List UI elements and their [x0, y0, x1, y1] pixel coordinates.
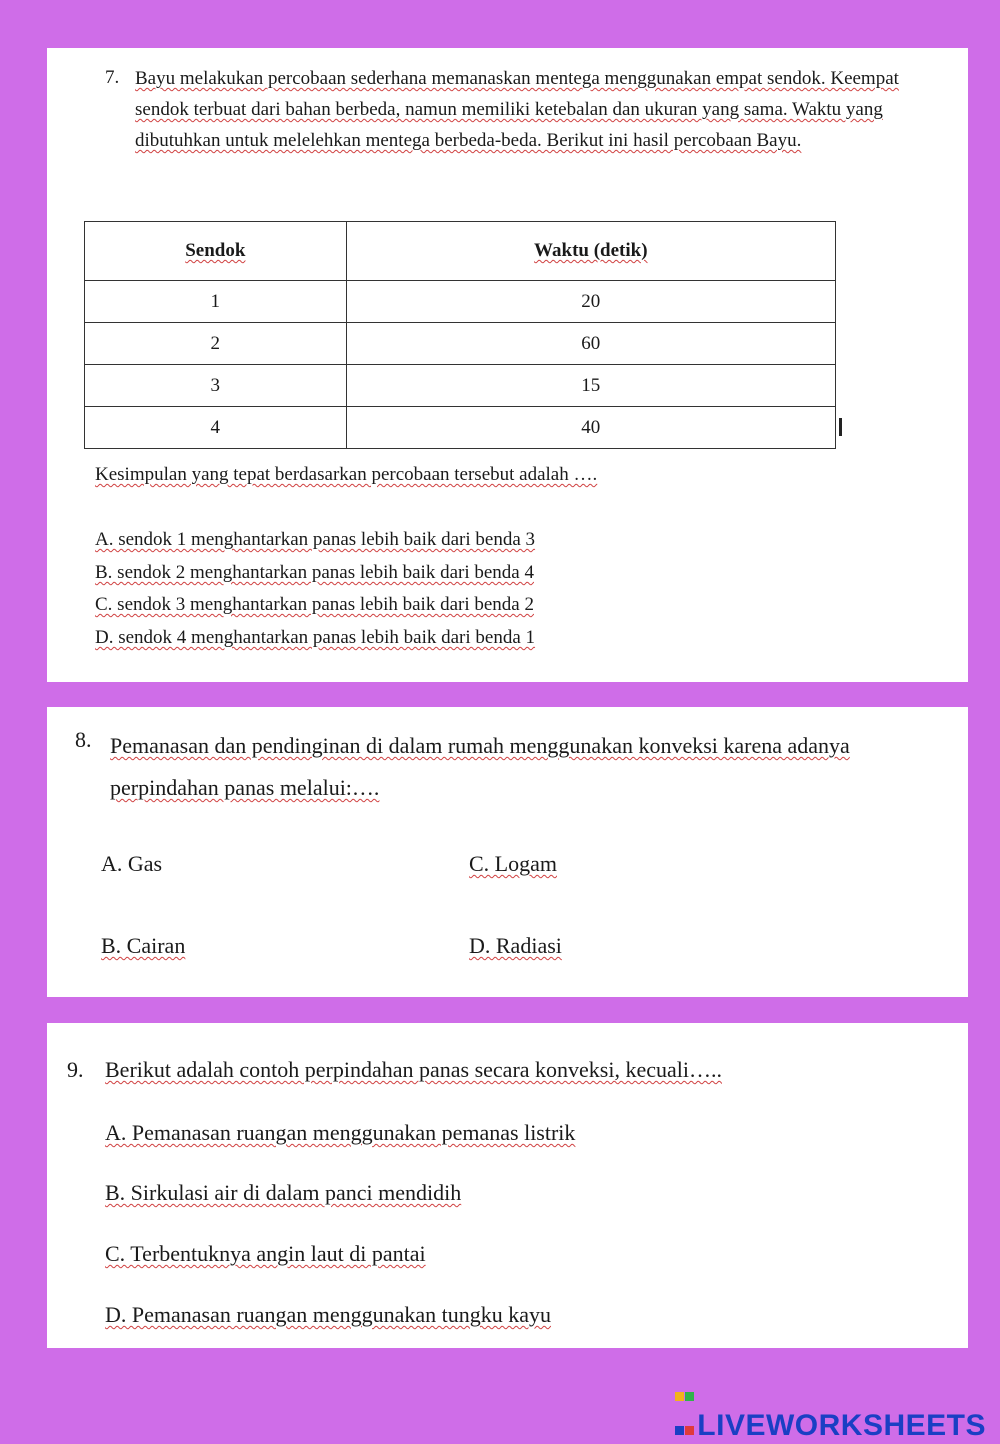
text-cursor: [839, 418, 842, 436]
table-cell: 2: [85, 323, 347, 365]
logo-squares-icon: [675, 1376, 695, 1396]
question-number: 7.: [105, 67, 120, 88]
conclusion-text: Kesimpulan yang tepat berdasarkan percobaan tersebut adalah ….: [95, 464, 598, 485]
header-cell: [346, 222, 835, 281]
header-sendok: Sendok: [185, 240, 246, 261]
question-number: 9.: [67, 1057, 84, 1082]
option-d[interactable]: D. Pemanasan ruangan menggunakan tungku kayu: [105, 1302, 551, 1327]
question-number: 8.: [75, 727, 92, 752]
question-text: Bayu melakukan percobaan sederhana memanaskan mentega menggunakan empat sendok. Keempat sendok terbuat dari bahan berbeda, namun memiliki ketebalan dan ukuran yang sama. Waktu yang dibutuhkan untuk melelehkan mentega berbeda-beda. Berikut ini hasil percobaan Bayu.: [135, 68, 899, 151]
results-table: [84, 221, 836, 449]
option-a[interactable]: A. sendok 1 menghantarkan panas lebih baik dari benda 3: [95, 529, 536, 550]
option-c[interactable]: C. Terbentuknya angin laut di pantai: [105, 1241, 426, 1266]
table-cell: 15: [346, 365, 835, 407]
option-d[interactable]: D. Radiasi: [469, 933, 562, 958]
option-c[interactable]: C. Logam: [469, 851, 557, 876]
table-header-row: [85, 222, 836, 281]
table-cell: 60: [346, 323, 835, 365]
header-waktu: Waktu (detik): [534, 240, 648, 261]
table-row: [85, 323, 836, 365]
question-text: Pemanasan dan pendinginan di dalam rumah menggunakan konveksi karena adanya perpindahan panas melalui:….: [110, 733, 850, 800]
option-b[interactable]: B. Cairan: [101, 933, 186, 958]
table-cell: 40: [346, 407, 835, 449]
option-a[interactable]: A. Gas: [101, 851, 163, 876]
table-row: [85, 281, 836, 323]
option-d[interactable]: D. sendok 4 menghantarkan panas lebih baik dari benda 1: [95, 627, 536, 648]
question-9-card: [47, 1023, 968, 1348]
table-cell: 4: [85, 407, 347, 449]
question-7-card: [47, 48, 968, 682]
option-c[interactable]: C. sendok 3 menghantarkan panas lebih baik dari benda 2: [95, 594, 534, 615]
table-cell: 3: [85, 365, 347, 407]
liveworksheets-logo: [675, 1376, 986, 1443]
table-row: [85, 365, 836, 407]
table-row: [85, 407, 836, 449]
brand-text: LIVEWORKSHEETS: [697, 1409, 986, 1442]
option-a[interactable]: A. Pemanasan ruangan menggunakan pemanas listrik: [105, 1120, 576, 1145]
option-b[interactable]: B. sendok 2 menghantarkan panas lebih baik dari benda 4: [95, 562, 534, 583]
header-cell: [85, 222, 347, 281]
table-cell: 1: [85, 281, 347, 323]
question-8-card: [47, 707, 968, 997]
option-b[interactable]: B. Sirkulasi air di dalam panci mendidih: [105, 1180, 462, 1205]
table-cell: 20: [346, 281, 835, 323]
question-text: Berikut adalah contoh perpindahan panas secara konveksi, kecuali…..: [105, 1057, 722, 1082]
